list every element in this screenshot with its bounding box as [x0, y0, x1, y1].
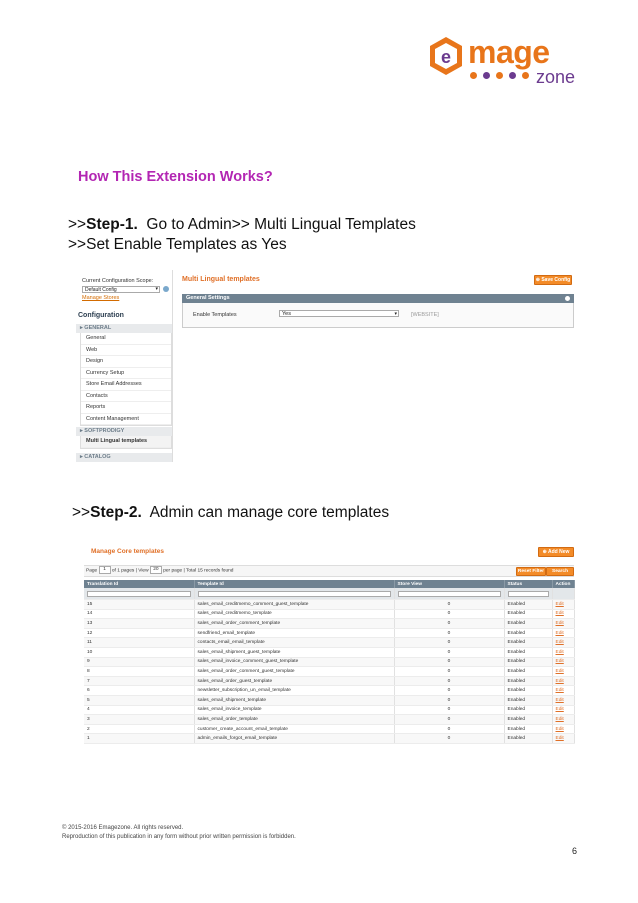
sidebar-item[interactable]: Currency Setup: [81, 368, 171, 380]
table-cell: Enabled: [504, 705, 552, 715]
table-cell: 7: [84, 676, 194, 686]
edit-link[interactable]: Edit: [555, 716, 564, 722]
section-softprodigy[interactable]: ▸ SOFTPRODIGY: [76, 427, 172, 436]
logo-hexagon-icon: [428, 36, 464, 76]
action-cell[interactable]: [552, 638, 574, 648]
grid-title: Manage Core templates: [91, 548, 164, 555]
table-cell: 10: [84, 647, 194, 657]
scope-select[interactable]: Default Config ▾: [82, 286, 160, 293]
table-row[interactable]: [84, 647, 574, 657]
table-row[interactable]: [84, 628, 574, 638]
table-cell: 12: [84, 628, 194, 638]
filter-input[interactable]: [198, 591, 391, 597]
sidebar-item[interactable]: Content Management: [81, 414, 171, 426]
section-general[interactable]: ▸ GENERAL: [76, 324, 172, 333]
table-cell: Enabled: [504, 676, 552, 686]
action-cell[interactable]: [552, 715, 574, 725]
step2-line: >>Step-2. Admin can manage core templates: [72, 504, 390, 521]
action-cell[interactable]: [552, 667, 574, 677]
column-header[interactable]: Translation Id: [84, 580, 194, 588]
add-new-button[interactable]: ⊕ Add New: [538, 547, 574, 557]
table-cell: 0: [394, 705, 504, 715]
reset-filter-button[interactable]: Reset Filter: [517, 569, 545, 574]
config-main: [182, 270, 578, 462]
step2-label: Step-2.: [90, 504, 142, 521]
table-cell: 8: [84, 667, 194, 677]
action-cell[interactable]: [552, 647, 574, 657]
table-row[interactable]: [84, 600, 574, 610]
table-row[interactable]: [84, 667, 574, 677]
table-cell: newsletter_subscription_un_email_template: [194, 686, 394, 696]
table-row[interactable]: [84, 705, 574, 715]
table-cell: 9: [84, 657, 194, 667]
table-cell: 0: [394, 628, 504, 638]
column-header[interactable]: Template Id: [194, 580, 394, 588]
manage-stores-link[interactable]: Manage Stores: [82, 295, 120, 301]
edit-link[interactable]: Edit: [555, 630, 564, 636]
copyright: © 2015-2016 Emagezone. All rights reserved.: [62, 825, 184, 831]
table-cell: sales_email_order_comment_template: [194, 619, 394, 629]
page-input[interactable]: 1: [99, 566, 111, 574]
table-cell: 2: [84, 724, 194, 734]
column-header: Action: [552, 580, 574, 588]
action-cell[interactable]: [552, 686, 574, 696]
table-cell: 0: [394, 638, 504, 648]
step2-text: Admin can manage core templates: [149, 504, 390, 521]
table-row[interactable]: [84, 609, 574, 619]
edit-link[interactable]: Edit: [555, 649, 564, 655]
table-cell: 0: [394, 695, 504, 705]
edit-link[interactable]: Edit: [555, 640, 564, 646]
section-heading: How This Extension Works?: [78, 169, 273, 185]
table-cell: Enabled: [504, 667, 552, 677]
configuration-title: Configuration: [78, 312, 124, 319]
total-records: Total 15 records found: [185, 568, 234, 574]
table-cell: 3: [84, 715, 194, 725]
edit-link[interactable]: Edit: [555, 697, 564, 703]
edit-link[interactable]: Edit: [555, 601, 564, 607]
table-cell: 13: [84, 619, 194, 629]
general-settings-bar[interactable]: General Settings: [182, 294, 574, 303]
sidebar-item[interactable]: Web: [81, 345, 171, 357]
edit-link[interactable]: Edit: [555, 688, 564, 694]
logo-word: mage: [468, 34, 550, 70]
step1-label: Step-1.: [86, 216, 138, 233]
table-cell: 0: [394, 600, 504, 610]
table-cell: sales_email_order_template: [194, 715, 394, 725]
table-cell: sales_email_creditmemo_comment_guest_template: [194, 600, 394, 610]
table-cell: 0: [394, 657, 504, 667]
table-cell: sendfriend_email_template: [194, 628, 394, 638]
step1-line1: >>Step-1. Go to Admin>> Multi Lingual Templates: [68, 216, 416, 233]
table-row[interactable]: [84, 657, 574, 667]
page-number: 6: [572, 846, 578, 856]
view-select[interactable]: 20: [150, 566, 162, 574]
filter-input[interactable]: [87, 591, 191, 597]
table-cell: Enabled: [504, 647, 552, 657]
sidebar-item[interactable]: Design: [81, 356, 171, 368]
templates-table: [84, 580, 575, 744]
table-cell: 14: [84, 609, 194, 619]
action-cell[interactable]: [552, 695, 574, 705]
edit-link[interactable]: Edit: [555, 726, 564, 732]
table-cell: sales_email_invoice_comment_guest_template: [194, 657, 394, 667]
table-row[interactable]: [84, 619, 574, 629]
table-cell: sales_email_invoice_template: [194, 705, 394, 715]
table-row[interactable]: [84, 695, 574, 705]
action-cell[interactable]: [552, 600, 574, 610]
column-header[interactable]: Status: [504, 580, 552, 588]
table-cell: Enabled: [504, 628, 552, 638]
table-cell: 5: [84, 695, 194, 705]
table-cell: Enabled: [504, 724, 552, 734]
table-cell: Enabled: [504, 638, 552, 648]
edit-link[interactable]: Edit: [555, 707, 564, 713]
reproduction-notice: Reproduction of this publication in any form without prior written permission is forbidden.: [62, 834, 296, 840]
action-cell[interactable]: [552, 724, 574, 734]
scope-label: Current Configuration Scope:: [82, 278, 154, 284]
table-cell: contacts_email_email_template: [194, 638, 394, 648]
sidebar-item[interactable]: Contacts: [81, 391, 171, 403]
table-cell: 11: [84, 638, 194, 648]
table-cell: 1: [84, 734, 194, 744]
column-header[interactable]: Store View: [394, 580, 504, 588]
edit-link[interactable]: Edit: [555, 736, 564, 742]
table-cell: Enabled: [504, 600, 552, 610]
sidebar-item[interactable]: Store Email Addresses: [81, 379, 171, 391]
table-cell: 0: [394, 724, 504, 734]
settings-panel: [182, 303, 574, 328]
table-cell: 0: [394, 734, 504, 744]
table-cell: 0: [394, 676, 504, 686]
table-cell: 0: [394, 715, 504, 725]
action-cell[interactable]: [552, 676, 574, 686]
sidebar-item[interactable]: Reports: [81, 402, 171, 414]
softprodigy-list: [80, 436, 172, 449]
table-row[interactable]: [84, 715, 574, 725]
table-cell: 0: [394, 686, 504, 696]
table-cell: 0: [394, 609, 504, 619]
logo-letter: e: [440, 47, 452, 67]
scope-indicator: [WEBSITE]: [411, 312, 439, 318]
sidebar-item-multi-lingual[interactable]: Multi Lingual templates: [81, 436, 171, 448]
logo-zone: zone: [536, 67, 576, 87]
table-cell: sales_email_shipment_guest_template: [194, 647, 394, 657]
table-cell: Enabled: [504, 734, 552, 744]
pager: Page 1 of 1 pages | View 20 per page | Total 15 records found: [84, 565, 574, 577]
table-cell: Enabled: [504, 695, 552, 705]
edit-link[interactable]: Edit: [555, 678, 564, 684]
step1-text: Go to Admin>> Multi Lingual Templates: [146, 216, 416, 233]
sidebar-item[interactable]: General: [81, 333, 171, 345]
config-sidebar: [76, 270, 173, 462]
emagezone-logo: [428, 36, 588, 88]
table-cell: 15: [84, 600, 194, 610]
filter-input[interactable]: [398, 591, 501, 597]
save-config-button[interactable]: ⊕ Save Config: [535, 277, 571, 283]
table-row[interactable]: [84, 676, 574, 686]
table-cell: Enabled: [504, 609, 552, 619]
table-cell: 4: [84, 705, 194, 715]
table-row[interactable]: [84, 686, 574, 696]
edit-link[interactable]: Edit: [555, 659, 564, 665]
table-cell: sales_email_shipment_template: [194, 695, 394, 705]
action-cell[interactable]: [552, 628, 574, 638]
table-row[interactable]: [84, 724, 574, 734]
logo-dots: [470, 72, 529, 79]
table-row[interactable]: [84, 638, 574, 648]
manage-templates-screenshot: [78, 542, 578, 764]
help-icon[interactable]: [163, 286, 169, 292]
table-row[interactable]: [84, 734, 574, 744]
action-cell[interactable]: [552, 609, 574, 619]
config-screenshot: [76, 270, 578, 462]
table-cell: Enabled: [504, 619, 552, 629]
step1-line2: >>Set Enable Templates as Yes: [68, 236, 287, 253]
table-cell: sales_email_order_guest_template: [194, 676, 394, 686]
action-cell[interactable]: [552, 619, 574, 629]
section-catalog[interactable]: ▸ CATALOG: [76, 453, 172, 462]
table-cell: admin_emails_forgot_email_template: [194, 734, 394, 744]
collapse-icon[interactable]: [565, 296, 570, 301]
table-cell: customer_create_account_email_template: [194, 724, 394, 734]
footer: [62, 824, 296, 842]
table-cell: Enabled: [504, 657, 552, 667]
table-cell: 0: [394, 667, 504, 677]
action-cell[interactable]: [552, 734, 574, 744]
table-cell: Enabled: [504, 715, 552, 725]
table-cell: 6: [84, 686, 194, 696]
table-cell: Enabled: [504, 686, 552, 696]
action-cell[interactable]: [552, 657, 574, 667]
filter-select[interactable]: [508, 591, 549, 597]
general-list: [80, 333, 172, 426]
table-cell: 0: [394, 619, 504, 629]
edit-link[interactable]: Edit: [555, 611, 564, 617]
enable-templates-select[interactable]: Yes ▾: [279, 310, 399, 317]
table-cell: sales_email_order_comment_guest_template: [194, 667, 394, 677]
search-button[interactable]: Search: [546, 567, 574, 576]
edit-link[interactable]: Edit: [555, 668, 564, 674]
table-cell: 0: [394, 647, 504, 657]
page-title: Multi Lingual templates: [182, 276, 260, 283]
enable-templates-label: Enable Templates: [193, 312, 237, 318]
action-cell[interactable]: [552, 705, 574, 715]
table-cell: sales_email_creditmemo_template: [194, 609, 394, 619]
edit-link[interactable]: Edit: [555, 620, 564, 626]
